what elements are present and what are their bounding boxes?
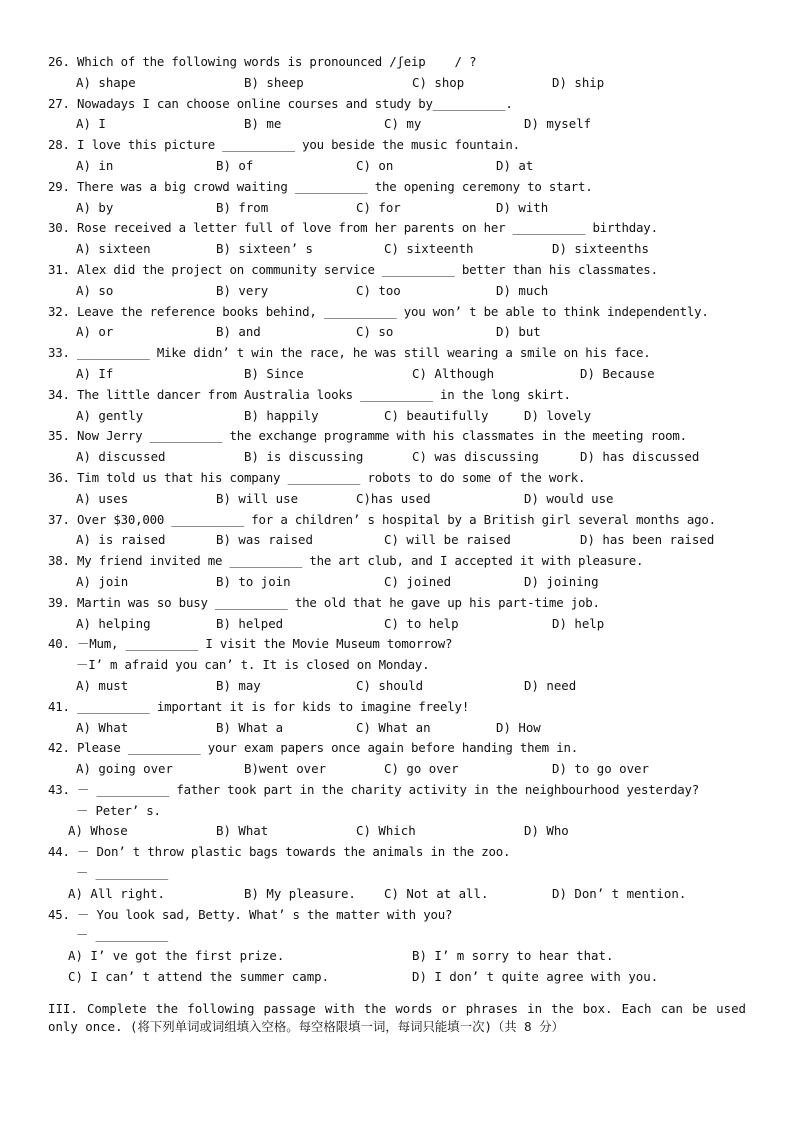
question-number: 37. [48, 511, 70, 527]
answer-option[interactable]: C)has used [356, 490, 431, 506]
question-text: － You look sad, Betty. What’ s the matter with you? [77, 906, 453, 922]
answer-option[interactable]: D) with [496, 199, 549, 215]
answer-option[interactable]: B) to join [216, 573, 291, 589]
question-number: 30. [48, 220, 70, 236]
answer-option[interactable]: A) sixteen [76, 241, 151, 257]
question-stem [0, 842, 794, 863]
answer-option[interactable]: B) What [216, 823, 269, 839]
question-text: Alex did the project on community service __________ better than his classmates. [77, 261, 658, 277]
dialogue-line: －I’ m afraid you can’ t. It is closed on Monday. [76, 657, 430, 673]
question-stem [0, 218, 794, 239]
answer-option[interactable]: D) to go over [552, 761, 649, 777]
answer-option[interactable]: B) me [244, 116, 282, 132]
answer-option[interactable]: D) ship [552, 74, 605, 90]
question-text: Which of the following words is pronounced /ʃeip / ? [77, 54, 477, 69]
question-text: Rose received a letter full of love from her parents on her __________ birthday. [77, 220, 658, 236]
question-number: 45. [48, 906, 70, 922]
answer-option[interactable]: D) but [496, 324, 541, 340]
question-text: － Don’ t throw plastic bags towards the animals in the zoo. [77, 844, 511, 860]
answer-option[interactable]: A) shape [76, 74, 136, 90]
answer-option[interactable]: D) joining [524, 573, 599, 589]
answer-option[interactable]: A) must [76, 677, 129, 693]
answer-options [0, 614, 794, 635]
question-number: 27. [48, 95, 70, 111]
answer-option[interactable]: A) join [76, 573, 129, 589]
answer-option[interactable]: A) or [76, 324, 114, 340]
answer-option[interactable]: B) Since [244, 365, 304, 381]
answer-option[interactable]: D) Don’ t mention. [552, 885, 687, 901]
question-stem [0, 551, 794, 572]
question-number: 39. [48, 594, 70, 610]
answer-option[interactable]: B) sixteen’ s [216, 241, 313, 257]
answer-option[interactable]: D) sixteenths [552, 241, 649, 257]
answer-option[interactable]: A) going over [76, 761, 173, 777]
answer-option[interactable]: B) very [216, 282, 269, 298]
dialogue-line: － __________ [76, 927, 169, 943]
answer-options [0, 759, 794, 780]
answer-option[interactable]: B) sheep [244, 74, 304, 90]
answer-option[interactable]: B) from [216, 199, 269, 215]
answer-option[interactable]: A) discussed [76, 449, 166, 465]
answer-option[interactable]: D) Because [580, 365, 655, 381]
question-stem [0, 135, 794, 156]
answer-option[interactable]: B) My pleasure. [244, 885, 356, 901]
question-text: __________ Mike didn’ t win the race, he was still wearing a smile on his face. [77, 345, 651, 361]
question-stem [0, 905, 794, 926]
question-text: There was a big crowd waiting __________ the opening ceremony to start. [77, 178, 593, 194]
answer-option[interactable]: C) beautifully [384, 407, 489, 423]
answer-options [0, 114, 794, 135]
question-number: 43. [48, 781, 70, 797]
answer-option[interactable]: C) Which [356, 823, 416, 839]
question-number: 29. [48, 178, 70, 194]
question-number: 38. [48, 553, 70, 569]
question-stem [0, 510, 794, 531]
answer-option[interactable]: A) by [76, 199, 114, 215]
question-stem [0, 468, 794, 489]
answer-option[interactable]: D) need [524, 677, 577, 693]
question-number: 34. [48, 386, 70, 402]
answer-options [0, 572, 794, 593]
answer-option[interactable]: A) What [76, 719, 129, 735]
answer-option[interactable]: C) on [356, 157, 394, 173]
answer-options [0, 489, 794, 510]
question-stem [0, 177, 794, 198]
answer-options [0, 821, 794, 842]
answer-options [0, 676, 794, 697]
question-number: 41. [48, 698, 70, 714]
answer-option[interactable]: A) gently [76, 407, 144, 423]
section-3-instructions: III. Complete the following passage with the words or phrases in the box. Each can be used only once. (将下列单词或词组填入空格。每空格限填一词，每词只能填一次)（共 8 分） [48, 1000, 746, 1034]
answer-option[interactable]: C) Although [412, 365, 495, 381]
exam-page [0, 52, 794, 1036]
question-text: Nowadays I can choose online courses and study by__________. [77, 95, 513, 111]
question-stem [0, 343, 794, 364]
answer-options [0, 73, 794, 94]
question-stem [0, 697, 794, 718]
question-stem [0, 302, 794, 323]
question-stem [0, 385, 794, 406]
answer-option[interactable]: B) What a [216, 719, 284, 735]
answer-options [0, 946, 794, 967]
question-number: 28. [48, 137, 70, 153]
answer-option[interactable]: B) is discussing [244, 449, 364, 465]
answer-option[interactable]: C) go over [384, 761, 459, 777]
question-stem [0, 260, 794, 281]
dialogue-line: － Peter’ s. [76, 802, 161, 818]
answer-option[interactable]: B) and [216, 324, 261, 340]
question-text: Please __________ your exam papers once again before handing them in. [77, 740, 578, 756]
question-text: __________ important it is for kids to imagine freely! [77, 698, 470, 714]
answer-option[interactable]: D) lovely [524, 407, 592, 423]
answer-option[interactable]: A) All right. [68, 885, 165, 901]
answer-options [0, 406, 794, 427]
answer-option[interactable]: A) If [76, 365, 114, 381]
question-text: Now Jerry __________ the exchange programme with his classmates in the meeting room. [77, 428, 687, 444]
question-number: 33. [48, 345, 70, 361]
answer-option[interactable]: A) Whose [68, 823, 128, 839]
answer-option[interactable]: C) to help [384, 615, 459, 631]
answer-options [0, 718, 794, 739]
answer-option[interactable]: C) should [356, 677, 424, 693]
answer-option[interactable]: D) would use [524, 490, 614, 506]
answer-option[interactable]: C) too [356, 282, 401, 298]
answer-option[interactable]: A) I [76, 116, 106, 132]
answer-option[interactable]: B) will use [216, 490, 299, 506]
answer-option[interactable]: C) was discussing [412, 449, 539, 465]
question-stem [0, 780, 794, 801]
answer-option[interactable]: A) in [76, 157, 114, 173]
answer-option[interactable]: B) was raised [216, 532, 313, 548]
dialogue-line: － __________ [76, 865, 169, 881]
question-number: 40. [48, 636, 70, 652]
question-text: Over $30,000 __________ for a children’ s hospital by a British girl several months ago. [77, 511, 716, 527]
answer-options [0, 156, 794, 177]
answer-option[interactable]: A) is raised [76, 532, 166, 548]
answer-options [0, 530, 794, 551]
answer-option[interactable]: D) help [552, 615, 605, 631]
answer-option[interactable]: C) What an [356, 719, 431, 735]
question-stem [0, 426, 794, 447]
question-list [0, 52, 794, 988]
question-number: 44. [48, 844, 70, 860]
answer-options [0, 281, 794, 302]
answer-option[interactable]: C) Not at all. [384, 885, 489, 901]
question-stem [0, 52, 794, 73]
question-text: The little dancer from Australia looks __________ in the long skirt. [77, 386, 571, 402]
answer-options [0, 322, 794, 343]
answer-option[interactable]: C) will be raised [384, 532, 511, 548]
answer-option[interactable]: C) joined [384, 573, 452, 589]
question-text: I love this picture __________ you beside the music fountain. [77, 137, 520, 153]
answer-option[interactable]: C) so [356, 324, 394, 340]
answer-option[interactable]: B) I’ m sorry to hear that. [412, 948, 614, 964]
answer-option[interactable]: A) uses [76, 490, 129, 506]
answer-options [0, 364, 794, 385]
question-stem [0, 593, 794, 614]
answer-option[interactable]: D) myself [524, 116, 592, 132]
question-number: 32. [48, 303, 70, 319]
answer-option[interactable]: B) of [216, 157, 254, 173]
question-text: Tim told us that his company __________ robots to do some of the work. [77, 469, 586, 485]
answer-option[interactable]: D) has discussed [580, 449, 700, 465]
answer-option[interactable]: D) much [496, 282, 549, 298]
question-stem [0, 94, 794, 115]
question-stem [0, 634, 794, 655]
answer-option[interactable]: D) Who [524, 823, 569, 839]
answer-option[interactable]: C) shop [412, 74, 465, 90]
answer-option[interactable]: B) may [216, 677, 261, 693]
answer-option[interactable]: A) I’ ve got the first prize. [68, 948, 285, 964]
question-text: My friend invited me __________ the art club, and I accepted it with pleasure. [77, 553, 644, 569]
question-text: Leave the reference books behind, __________ you won’ t be able to think independently. [77, 303, 709, 319]
answer-option[interactable]: B) happily [244, 407, 319, 423]
answer-option[interactable]: C) my [384, 116, 422, 132]
answer-options [0, 884, 794, 905]
answer-option[interactable]: C) I can’ t attend the summer camp. [68, 969, 330, 985]
question-stem [0, 738, 794, 759]
question-number: 36. [48, 469, 70, 485]
answer-option[interactable]: D) at [496, 157, 534, 173]
answer-option[interactable]: D) has been raised [580, 532, 715, 548]
question-number: 35. [48, 428, 70, 444]
answer-option[interactable]: D) I don’ t quite agree with you. [412, 969, 659, 985]
question-text: － __________ father took part in the charity activity in the neighbourhood yesterday? [77, 781, 700, 797]
answer-option[interactable]: D) How [496, 719, 541, 735]
question-number: 31. [48, 261, 70, 277]
answer-options [0, 239, 794, 260]
answer-options [0, 198, 794, 219]
answer-option[interactable]: B)went over [244, 761, 327, 777]
answer-options [0, 967, 794, 988]
question-number: 42. [48, 740, 70, 756]
answer-option[interactable]: A) so [76, 282, 114, 298]
question-number: 26. [48, 54, 70, 69]
answer-options [0, 447, 794, 468]
answer-option[interactable]: A) helping [76, 615, 151, 631]
answer-option[interactable]: C) for [356, 199, 401, 215]
question-text: －Mum, __________ I visit the Movie Museum tomorrow? [77, 636, 453, 652]
answer-option[interactable]: B) helped [216, 615, 284, 631]
answer-option[interactable]: C) sixteenth [384, 241, 474, 257]
question-text: Martin was so busy __________ the old that he gave up his part-time job. [77, 594, 600, 610]
